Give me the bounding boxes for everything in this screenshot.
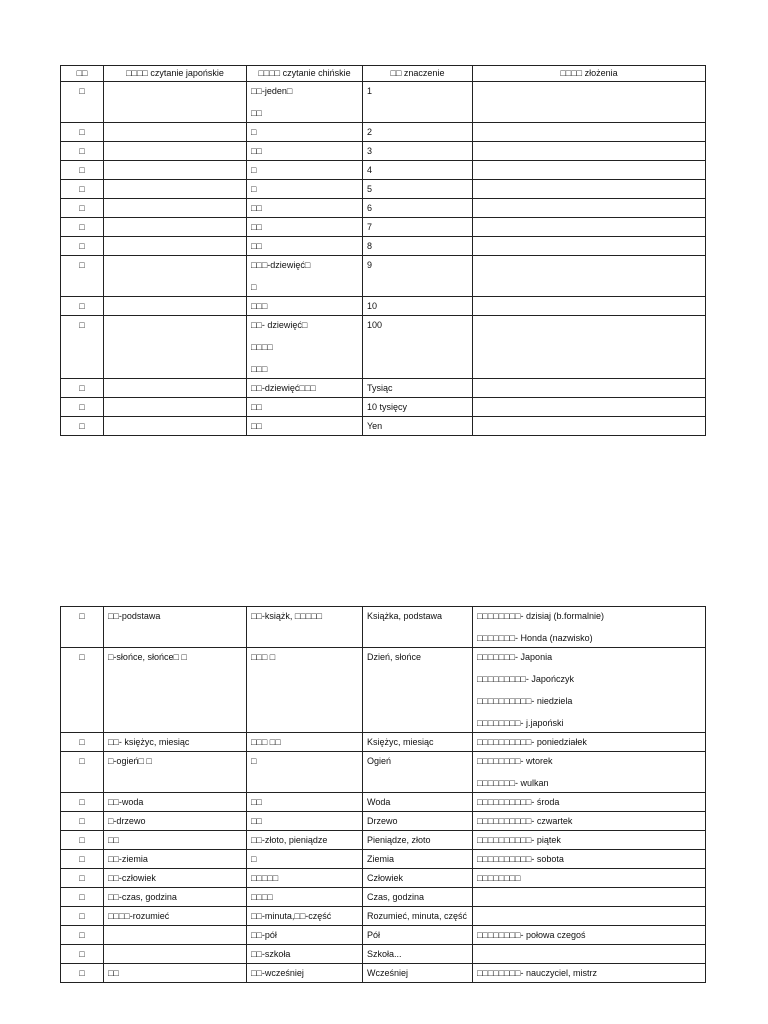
cell-line: □□-woda xyxy=(108,797,144,807)
chinese-reading-cell xyxy=(247,831,363,850)
japanese-reading-cell xyxy=(104,123,247,142)
cell-line: □ xyxy=(251,165,257,175)
cell-line: 100 xyxy=(367,320,383,330)
cell-line: 4 xyxy=(367,165,373,175)
meaning-cell xyxy=(363,752,473,793)
chinese-reading-cell xyxy=(247,82,363,123)
table-row xyxy=(61,199,706,218)
cell-line: 7 xyxy=(367,222,373,232)
kanji-cell: □ xyxy=(61,812,104,831)
table-row xyxy=(61,752,706,793)
kanji-cell: □ xyxy=(61,82,104,123)
compounds-cell xyxy=(473,379,706,398)
cell-line: Księżyc, miesiąc xyxy=(367,737,434,747)
compounds-cell xyxy=(473,888,706,907)
kanji-cell: □ xyxy=(61,964,104,983)
meaning-cell xyxy=(363,850,473,869)
cell-line: Ziemia xyxy=(367,854,395,864)
cell-line: 5 xyxy=(367,184,373,194)
table-row xyxy=(61,161,706,180)
cell-line: 10 xyxy=(367,301,378,311)
table-row xyxy=(61,379,706,398)
cell-line: □□□ □ xyxy=(251,652,276,662)
japanese-reading-cell xyxy=(104,907,247,926)
cell-line: □□□□□□□□□□- czwartek xyxy=(477,816,573,826)
cell-line: □□-jeden□ xyxy=(251,86,293,96)
kanji-numbers-table xyxy=(60,65,706,436)
cell-line: □□-szkoła xyxy=(251,949,291,959)
chinese-reading-cell xyxy=(247,256,363,297)
cell-line: □□□□□□□□□□- niedziela xyxy=(477,696,573,706)
kanji-cell: □ xyxy=(61,417,104,436)
cell-line: □□□□□□□□- wtorek xyxy=(477,756,553,766)
chinese-reading-cell xyxy=(247,869,363,888)
chinese-reading-cell xyxy=(247,850,363,869)
table-row xyxy=(61,218,706,237)
cell-line: □□□ xyxy=(251,301,268,311)
table-row xyxy=(61,888,706,907)
cell-line: □□-ziemia xyxy=(108,854,148,864)
cell-line: □□□□□□□□ xyxy=(477,873,521,883)
cell-line: □ xyxy=(251,854,257,864)
table-row xyxy=(61,869,706,888)
kanji-cell: □ xyxy=(61,793,104,812)
cell-line: □□□□□□□□- nauczyciel, mistrz xyxy=(477,968,598,978)
compounds-cell xyxy=(473,812,706,831)
cell-line: Czas, godzina xyxy=(367,892,425,902)
cell-line: Pół xyxy=(367,930,381,940)
cell-line: □□-pół xyxy=(251,930,277,940)
cell-line: Dzień, słońce xyxy=(367,652,422,662)
cell-line: □□ xyxy=(108,835,119,845)
compounds-cell xyxy=(473,316,706,379)
meaning-cell xyxy=(363,926,473,945)
cell-line: 3 xyxy=(367,146,373,156)
cell-line: Wcześniej xyxy=(367,968,409,978)
cell-line: 8 xyxy=(367,241,373,251)
cell-line: □□□ □□ xyxy=(251,737,281,747)
kanji-cell: □ xyxy=(61,733,104,752)
cell-line: □□ xyxy=(251,241,262,251)
cell-line: □□□□ xyxy=(251,342,273,352)
table-row xyxy=(61,607,706,648)
table-row xyxy=(61,398,706,417)
japanese-reading-cell xyxy=(104,398,247,417)
meaning-cell xyxy=(363,417,473,436)
cell-line: □□ xyxy=(251,222,262,232)
compounds-cell xyxy=(473,123,706,142)
cell-line: Człowiek xyxy=(367,873,404,883)
kanji-cell: □ xyxy=(61,379,104,398)
cell-line: Woda xyxy=(367,797,391,807)
cell-line: □□□□□□□□□□- poniedziałek xyxy=(477,737,587,747)
kanji-cell: □ xyxy=(61,237,104,256)
japanese-reading-cell xyxy=(104,733,247,752)
meaning-cell xyxy=(363,218,473,237)
table-row xyxy=(61,793,706,812)
cell-line: □-drzewo xyxy=(108,816,146,826)
meaning-cell xyxy=(363,180,473,199)
cell-line: □□□-dziewięć□ xyxy=(251,260,311,270)
japanese-reading-cell xyxy=(104,869,247,888)
cell-line: □□ xyxy=(251,797,262,807)
cell-line: □□□□ xyxy=(251,892,273,902)
meaning-cell xyxy=(363,161,473,180)
header-compounds: □□□□ złożenia xyxy=(473,66,706,82)
japanese-reading-cell xyxy=(104,256,247,297)
kanji-cell: □ xyxy=(61,142,104,161)
table-header-row xyxy=(61,66,706,82)
cell-line: □□□□□□□□□□- sobota xyxy=(477,854,564,864)
japanese-reading-cell xyxy=(104,648,247,733)
meaning-cell xyxy=(363,199,473,218)
japanese-reading-cell xyxy=(104,964,247,983)
cell-line: □□□□-rozumieć xyxy=(108,911,170,921)
cell-line: □□ xyxy=(251,421,262,431)
header-meaning: □□ znaczenie xyxy=(363,66,473,82)
chinese-reading-cell xyxy=(247,793,363,812)
table-row xyxy=(61,316,706,379)
kanji-cell: □ xyxy=(61,398,104,417)
cell-line: □-ogień□ □ xyxy=(108,756,152,766)
cell-line: □□ xyxy=(251,108,262,118)
cell-line: □□□□□□□□- połowa czegoś xyxy=(477,930,586,940)
cell-line: □□□□□□□□- dzisiaj (b.formalnie) xyxy=(477,611,605,621)
kanji-cell: □ xyxy=(61,850,104,869)
japanese-reading-cell xyxy=(104,180,247,199)
meaning-cell xyxy=(363,869,473,888)
meaning-cell xyxy=(363,237,473,256)
cell-line: □□ xyxy=(251,203,262,213)
japanese-reading-cell xyxy=(104,812,247,831)
compounds-cell xyxy=(473,398,706,417)
compounds-cell xyxy=(473,733,706,752)
kanji-cell: □ xyxy=(61,831,104,850)
cell-line: 1 xyxy=(367,86,373,96)
table-row xyxy=(61,964,706,983)
cell-line: □ xyxy=(251,282,257,292)
kanji-cell: □ xyxy=(61,869,104,888)
compounds-cell xyxy=(473,907,706,926)
chinese-reading-cell xyxy=(247,316,363,379)
meaning-cell xyxy=(363,256,473,297)
table-row xyxy=(61,256,706,297)
kanji-cell: □ xyxy=(61,123,104,142)
chinese-reading-cell xyxy=(247,199,363,218)
compounds-cell xyxy=(473,648,706,733)
meaning-cell xyxy=(363,142,473,161)
kanji-cell: □ xyxy=(61,161,104,180)
chinese-reading-cell xyxy=(247,945,363,964)
cell-line: □□-książk, □□□□□ xyxy=(251,611,323,621)
chinese-reading-cell xyxy=(247,237,363,256)
compounds-cell xyxy=(473,752,706,793)
compounds-cell xyxy=(473,161,706,180)
compounds-cell xyxy=(473,180,706,199)
header-kanji: □□ xyxy=(61,66,104,82)
chinese-reading-cell xyxy=(247,379,363,398)
cell-line: Ogień xyxy=(367,756,392,766)
compounds-cell xyxy=(473,142,706,161)
compounds-cell xyxy=(473,869,706,888)
japanese-reading-cell xyxy=(104,926,247,945)
japanese-reading-cell xyxy=(104,237,247,256)
chinese-reading-cell xyxy=(247,180,363,199)
cell-line: 6 xyxy=(367,203,373,213)
compounds-cell xyxy=(473,218,706,237)
table-row xyxy=(61,82,706,123)
kanji-cell: □ xyxy=(61,316,104,379)
table-row xyxy=(61,945,706,964)
cell-line: □□-wcześniej xyxy=(251,968,304,978)
meaning-cell xyxy=(363,888,473,907)
chinese-reading-cell xyxy=(247,218,363,237)
meaning-cell xyxy=(363,733,473,752)
japanese-reading-cell xyxy=(104,297,247,316)
cell-line: □□□□□□□□□□- środa xyxy=(477,797,560,807)
cell-line: □□-minuta,□□-część xyxy=(251,911,332,921)
kanji-cell: □ xyxy=(61,199,104,218)
compounds-cell xyxy=(473,850,706,869)
cell-line: □□-dziewięć□□□ xyxy=(251,383,316,393)
kanji-cell: □ xyxy=(61,256,104,297)
table-row xyxy=(61,417,706,436)
table-row xyxy=(61,648,706,733)
table-row xyxy=(61,142,706,161)
cell-line: □□- księżyc, miesiąc xyxy=(108,737,190,747)
kanji-cell: □ xyxy=(61,888,104,907)
cell-line: Rozumieć, minuta, część xyxy=(367,911,468,921)
japanese-reading-cell xyxy=(104,142,247,161)
cell-line: Pieniądze, złoto xyxy=(367,835,431,845)
cell-line: Drzewo xyxy=(367,816,398,826)
chinese-reading-cell xyxy=(247,398,363,417)
chinese-reading-cell xyxy=(247,733,363,752)
chinese-reading-cell xyxy=(247,648,363,733)
compounds-cell xyxy=(473,793,706,812)
header-japanese-reading: □□□□ czytanie japońskie xyxy=(104,66,247,82)
kanji-cell: □ xyxy=(61,180,104,199)
cell-line: □□□ xyxy=(251,364,268,374)
cell-line: □□□□□□□- wulkan xyxy=(477,778,549,788)
kanji-cell: □ xyxy=(61,945,104,964)
cell-line: □□ xyxy=(108,968,119,978)
meaning-cell xyxy=(363,831,473,850)
cell-line: □□ xyxy=(251,402,262,412)
cell-line: Szkoła... xyxy=(367,949,402,959)
cell-line: □□-podstawa xyxy=(108,611,161,621)
cell-line: 2 xyxy=(367,127,373,137)
japanese-reading-cell xyxy=(104,161,247,180)
meaning-cell xyxy=(363,379,473,398)
chinese-reading-cell xyxy=(247,812,363,831)
japanese-reading-cell xyxy=(104,831,247,850)
meaning-cell xyxy=(363,398,473,417)
chinese-reading-cell xyxy=(247,161,363,180)
chinese-reading-cell xyxy=(247,297,363,316)
meaning-cell xyxy=(363,964,473,983)
cell-line: □□□□□□□- Japonia xyxy=(477,652,553,662)
meaning-cell xyxy=(363,316,473,379)
meaning-cell xyxy=(363,123,473,142)
cell-line: □□-złoto, pieniądze xyxy=(251,835,328,845)
cell-line: Tysiąc xyxy=(367,383,393,393)
meaning-cell xyxy=(363,945,473,964)
chinese-reading-cell xyxy=(247,607,363,648)
japanese-reading-cell xyxy=(104,752,247,793)
header-chinese-reading: □□□□ czytanie chińskie xyxy=(247,66,363,82)
chinese-reading-cell xyxy=(247,926,363,945)
japanese-reading-cell xyxy=(104,218,247,237)
chinese-reading-cell xyxy=(247,907,363,926)
compounds-cell xyxy=(473,831,706,850)
cell-line: □ xyxy=(251,127,257,137)
cell-line: □□□□□ xyxy=(251,873,279,883)
japanese-reading-cell xyxy=(104,945,247,964)
cell-line: □□□□□□□□□- Japończyk xyxy=(477,674,574,684)
cell-line: □□ xyxy=(251,146,262,156)
cell-line: □□□□□□□□- j.japoński xyxy=(477,718,564,728)
chinese-reading-cell xyxy=(247,888,363,907)
chinese-reading-cell xyxy=(247,417,363,436)
kanji-cell: □ xyxy=(61,907,104,926)
cell-line: 10 tysięcy xyxy=(367,402,408,412)
compounds-cell xyxy=(473,237,706,256)
compounds-cell xyxy=(473,964,706,983)
cell-line: Yen xyxy=(367,421,383,431)
japanese-reading-cell xyxy=(104,850,247,869)
kanji-cell: □ xyxy=(61,926,104,945)
kanji-cell: □ xyxy=(61,607,104,648)
compounds-cell xyxy=(473,417,706,436)
kanji-basics-table xyxy=(60,606,706,983)
cell-line: 9 xyxy=(367,260,373,270)
japanese-reading-cell xyxy=(104,82,247,123)
compounds-cell xyxy=(473,607,706,648)
compounds-cell xyxy=(473,297,706,316)
table-row xyxy=(61,907,706,926)
meaning-cell xyxy=(363,607,473,648)
table-row xyxy=(61,812,706,831)
cell-line: □□- dziewięć□ xyxy=(251,320,308,330)
kanji-cell: □ xyxy=(61,218,104,237)
table-row xyxy=(61,831,706,850)
japanese-reading-cell xyxy=(104,888,247,907)
japanese-reading-cell xyxy=(104,417,247,436)
compounds-cell xyxy=(473,199,706,218)
meaning-cell xyxy=(363,648,473,733)
japanese-reading-cell xyxy=(104,793,247,812)
chinese-reading-cell xyxy=(247,123,363,142)
compounds-cell xyxy=(473,82,706,123)
table-row xyxy=(61,180,706,199)
table-row xyxy=(61,297,706,316)
chinese-reading-cell xyxy=(247,752,363,793)
meaning-cell xyxy=(363,907,473,926)
kanji-cell: □ xyxy=(61,752,104,793)
table-row xyxy=(61,926,706,945)
table-row xyxy=(61,850,706,869)
compounds-cell xyxy=(473,926,706,945)
kanji-cell: □ xyxy=(61,648,104,733)
cell-line: □□-czas, godzina xyxy=(108,892,177,902)
cell-line: □□□□□□□- Honda (nazwisko) xyxy=(477,633,593,643)
compounds-cell xyxy=(473,256,706,297)
cell-line: □□-człowiek xyxy=(108,873,156,883)
japanese-reading-cell xyxy=(104,379,247,398)
cell-line: □ xyxy=(251,184,257,194)
japanese-reading-cell xyxy=(104,199,247,218)
cell-line: □□□□□□□□□□- piątek xyxy=(477,835,561,845)
chinese-reading-cell xyxy=(247,964,363,983)
compounds-cell xyxy=(473,945,706,964)
meaning-cell xyxy=(363,297,473,316)
meaning-cell xyxy=(363,793,473,812)
kanji-cell: □ xyxy=(61,297,104,316)
cell-line: □-słońce, słońce□ □ xyxy=(108,652,187,662)
table-row xyxy=(61,733,706,752)
cell-line: □□ xyxy=(251,816,262,826)
cell-line: Książka, podstawa xyxy=(367,611,443,621)
japanese-reading-cell xyxy=(104,607,247,648)
meaning-cell xyxy=(363,812,473,831)
chinese-reading-cell xyxy=(247,142,363,161)
cell-line: □ xyxy=(251,756,257,766)
meaning-cell xyxy=(363,82,473,123)
table-row xyxy=(61,123,706,142)
japanese-reading-cell xyxy=(104,316,247,379)
table-row xyxy=(61,237,706,256)
